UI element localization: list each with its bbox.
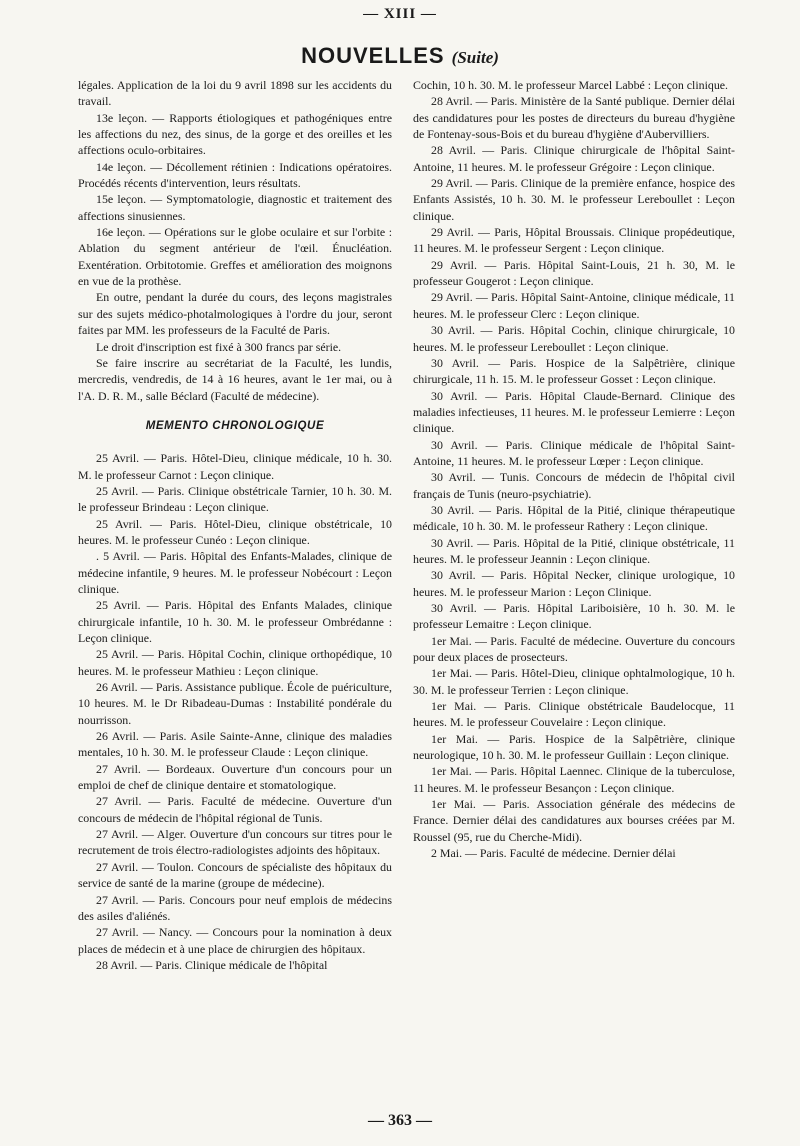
agenda-entry: 27 Avril. — Toulon. Concours de spécialiste des hôpitaux du service de santé de la marine (groupe de médecine). (78, 859, 392, 891)
roman-folio: — XIII — (363, 6, 437, 22)
agenda-entry: 30 Avril. — Paris. Hospice de la Salpêtrière, clinique chirurgicale, 11 h. 15. M. le professeur Gosset : Leçon clinique. (413, 355, 735, 387)
agenda-entry: Cochin, 10 h. 30. M. le professeur Marcel Labbé : Leçon clinique. (413, 78, 729, 92)
agenda-entry: 29 Avril. — Paris, Hôpital Broussais. Clinique propédeutique, 11 heures. M. le professeur Sergent : Leçon clinique. (413, 225, 735, 256)
agenda-entry: 30 Avril. — Paris. Hôpital de la Pitié, clinique thérapeutique médicale, 10 h. 30. M. le professeur Rathery : Leçon clinique. (413, 502, 735, 534)
agenda-entry: 30 Avril. — Paris. Hôpital de la Pitié, clinique obstétricale, 11 heures. M. le professeur Jeannin : Leçon clinique. (413, 535, 735, 566)
agenda-entry: 26 Avril. — Paris. Assistance publique. École de puériculture, 10 heures. M. le Dr Ribadeau-Dumas : Instabilité pondérale du nourrisson. (78, 680, 392, 727)
agenda-entry: 26 Avril. — Paris. Asile Sainte-Anne, clinique des maladies mentales, 10 h. 30. M. le professeur Claude : Leçon clinique. (78, 729, 392, 760)
agenda-entry: 29 Avril. — Paris. Hôpital Saint-Antoine, clinique médicale, 11 heures. M. le professeur Clerc : Leçon clinique. (413, 290, 735, 321)
agenda-entry: 27 Avril. — Paris. Faculté de médecine. Ouverture d'un concours de médecin de l'hôpital régional de Tunis. (78, 794, 392, 825)
agenda-entry: 25 Avril. — Paris. Hôpital des Enfants Malades, clinique chirurgicale infantile, 10 h. 30. M. le professeur Ombrédanne : Leçon clinique. (78, 598, 392, 645)
agenda-entry: 29 Avril. — Paris. Hôpital Saint-Louis, 21 h. 30, M. le professeur Gougerot : Leçon clinique. (413, 257, 735, 289)
agenda-entry: 25 Avril. — Paris. Hôtel-Dieu, clinique obstétricale, 10 heures. M. le professeur Cunéo : Leçon clinique. (78, 516, 392, 547)
paragraph: Le droit d'inscription est fixé à 300 francs par série. (96, 339, 342, 354)
page-number: — 363 — (368, 1112, 432, 1129)
paragraph: 13e leçon. — Rapports étiologiques et pathogéniques entre les affections du nez, des sinus, de la gorge et des oreilles et les affections oculo-orbitaires. (78, 110, 392, 158)
agenda-entry: 1er Mai. — Paris. Clinique obstétricale Baudelocque, 11 heures. M. le professeur Couvelaire : Leçon clinique. (413, 699, 735, 730)
paragraph: Se faire inscrire au secrétariat de la Faculté, les lundis, mercredis, vendredis, de 14 à 16 heures, avant le 1er mai, ou à l'A. D. R. M., salle Béclard (Faculté de médecine). (78, 355, 392, 403)
paragraph: 16e leçon. — Opérations sur le globe oculaire et sur l'orbite : Ablation du segment antérieur de l'œil. Énucléation. Exentération. Orbitotomie. Greffes et amélioration des moignons en vue de la prothèse. (78, 225, 392, 289)
agenda-entry: 27 Avril. — Paris. Concours pour neuf emplois de médecins des asiles d'aliénés. (78, 892, 392, 923)
agenda-entry: 30 Avril. — Paris. Hôpital Necker, clinique urologique, 10 heures. M. le professeur Marion : Leçon Clinique. (413, 568, 735, 599)
agenda-entry: 25 Avril. — Paris. Clinique obstétricale Tarnier, 10 h. 30. M. le professeur Brindeau : Leçon clinique. (78, 483, 392, 515)
agenda-entry: 25 Avril. — Paris. Hôtel-Dieu, clinique médicale, 10 h. 30. M. le professeur Carnot : Leçon clinique. (78, 451, 392, 482)
agenda-entry: 1er Mai. — Paris. Association générale des médecins de France. Dernier délai des candidatures aux bourses créées par M. Roussel (95, rue du Cherche-Midi). (413, 797, 735, 844)
right-column (413, 77, 735, 862)
agenda-entry: 27 Avril. — Alger. Ouverture d'un concours sur titres pour le recrutement de trois électro-radiologistes adjoints des hôpitaux. (78, 827, 392, 858)
title-suffix: (Suite) (451, 48, 499, 67)
paragraph: 15e leçon. — Symptomatologie, diagnostic et traitement des affections sinusiennes. (78, 192, 392, 223)
agenda-entry: 30 Avril. — Paris. Hôpital Cochin, clinique chirurgicale, 10 heures. M. le professeur Lereboullet : Leçon clinique. (413, 323, 735, 354)
agenda-entry: 30 Avril. — Tunis. Concours de médecin de l'hôpital civil français de Tunis (neuro-psychiatrie). (413, 470, 735, 501)
agenda-entry: 1er Mai. — Paris. Hôpital Laennec. Clinique de la tuberculose, 11 heures. M. le professeur Besançon : Leçon clinique. (413, 764, 735, 795)
agenda-entry: 28 Avril. — Paris. Clinique chirurgicale de l'hôpital Saint-Antoine, 11 heures. M. le professeur Grégoire : Leçon clinique. (413, 143, 735, 174)
agenda-entry: 30 Avril. — Paris. Hôpital Lariboisière, 10 h. 30. M. le professeur Lemaitre : Leçon clinique. (413, 601, 735, 632)
agenda-entry: 27 Avril. — Nancy. — Concours pour la nomination à deux places de médecin et à une place de chirurgien des hôpitaux. (78, 925, 392, 956)
agenda-entry: 1er Mai. — Paris. Hôtel-Dieu, clinique ophtalmologique, 10 h. 30. M. le professeur Terrien : Leçon clinique. (413, 666, 735, 697)
section-title (0, 43, 800, 69)
title-text: NOUVELLES (301, 43, 445, 68)
agenda-entry: 28 Avril. — Paris. Clinique médicale de l'hôpital (96, 957, 328, 972)
agenda-entry: 1er Mai. — Paris. Faculté de médecine. Ouverture du concours pour deux places de prosecteurs. (413, 633, 735, 665)
paragraph: En outre, pendant la durée du cours, des leçons magistrales sur des sujets médico-photalmologiques à l'ordre du jour, seront faites par MM. les professeurs de la Faculté de Paris. (78, 290, 392, 338)
agenda-entry: 30 Avril. — Paris. Clinique médicale de l'hôpital Saint-Antoine, 11 heures. M. le professeur Lœper : Leçon clinique. (413, 437, 735, 468)
paragraph: légales. Application de la loi du 9 avril 1898 sur les accidents du travail. (78, 78, 392, 109)
paragraph: 14e leçon. — Décollement rétinien : Indications opératoires. Procédés récents d'intervention, leurs résultats. (78, 159, 392, 191)
memento-heading: MEMENTO CHRONOLOGIQUE (145, 419, 325, 432)
agenda-entry: . 5 Avril. — Paris. Hôpital des Enfants-Malades, clinique de médecine infantile, 9 heures. M. le professeur Nobécourt : Leçon clinique. (78, 549, 392, 596)
left-column (78, 77, 392, 973)
agenda-entry: 2 Mai. — Paris. Faculté de médecine. Dernier délai (431, 846, 676, 861)
agenda-entry: 29 Avril. — Paris. Clinique de la première enfance, hospice des Enfants Assistés, 10 h. 30. M. le professeur Lereboullet : Leçon clinique. (413, 176, 735, 223)
agenda-entry: 28 Avril. — Paris. Ministère de la Santé publique. Dernier délai des candidatures pour les postes de directeurs du bureau d'hygiène de Fontenay-sous-Bois et du bureau d'hygiène d'Aubervilliers. (413, 94, 735, 142)
agenda-entry: 30 Avril. — Paris. Hôpital Claude-Bernard. Clinique des maladies infectieuses, 11 heures. M. le professeur Lemierre : Leçon clinique. (413, 388, 735, 436)
agenda-entry: 25 Avril. — Paris. Hôpital Cochin, clinique orthopédique, 10 heures. M. le professeur Mathieu : Leçon clinique. (78, 647, 392, 678)
agenda-entry: 27 Avril. — Bordeaux. Ouverture d'un concours pour un emploi de chef de clinique dentaire et stomatologique. (78, 761, 392, 793)
agenda-entry: 1er Mai. — Paris. Hospice de la Salpêtrière, clinique neurologique, 10 h. 30. M. le professeur Guillain : Leçon clinique. (413, 731, 735, 763)
